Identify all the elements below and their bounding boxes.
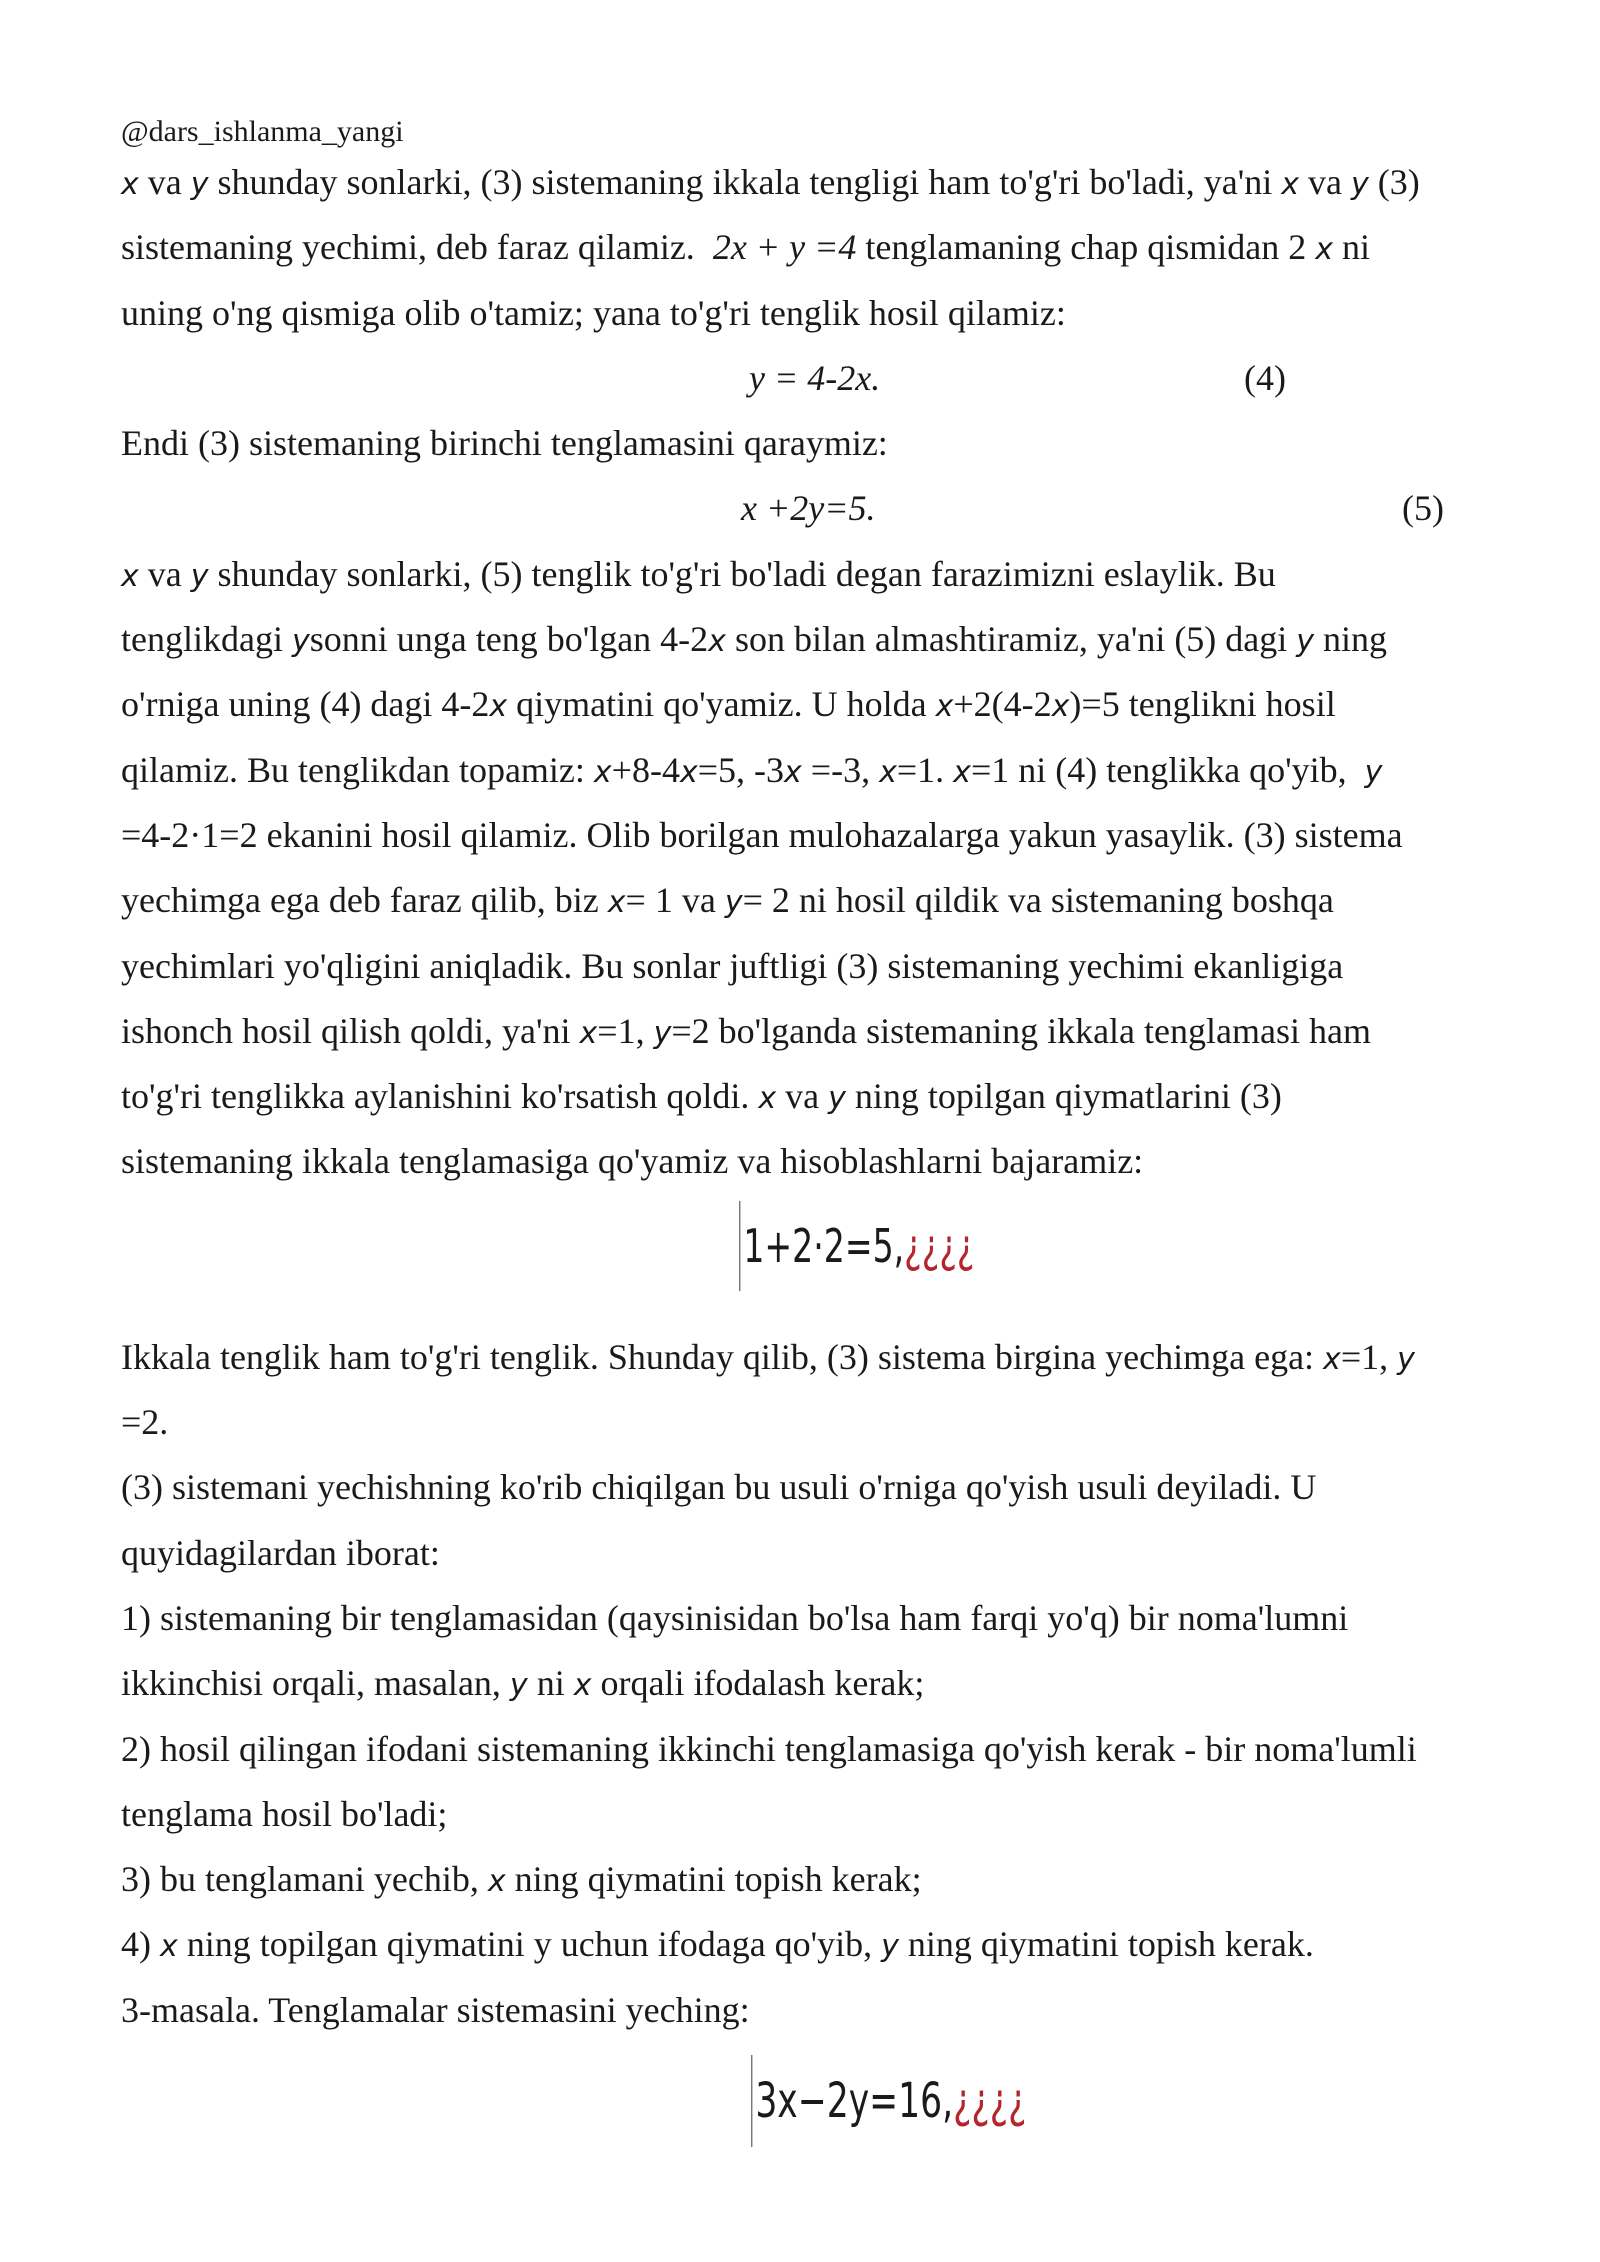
text-line: Endi (3) sistemaning birinchi tenglamasini qaraymiz: [121,423,888,464]
problem-heading: 3-masala. Tenglamalar sistemasini yeching: [121,1989,750,2030]
variable-y: y [190,167,209,202]
variable-x: x [1281,167,1300,202]
text-line: =4-2·1=2 ekanini hosil qilamiz. Olib borilgan mulohazalarga yakun yasaylik. (3) sistema [121,814,1403,855]
text-line: x va y shunday sonlarki, (5) tenglik to'g'ri bo'ladi degan farazimizni eslaylik. Bu [121,553,1276,594]
variable-x: x [121,167,139,202]
text-line: ikkinchisi orqali, masalan, y ni x orqali ifodalash kerak; [121,1663,925,1704]
text-line: yechimlari yo'qligini aniqladik. Bu sonlar juftligi (3) sistemaning yechimi ekanligiga [121,945,1344,986]
equation-image: 1+2·2=5,¿¿¿¿ [739,1201,974,1291]
equation-5 [121,476,1521,541]
list-item: 3) bu tenglamani yechib, x ning qiymatini topish kerak; [121,1859,922,1900]
text-line: =2. [121,1402,169,1443]
inline-equation: 2x + y =4 [712,227,857,268]
text-line: quyidagilardan iborat: [121,1532,440,1573]
equation-number: (4) [1244,357,1286,398]
variable-y: y [1351,167,1369,202]
text-line: sistemaning ikkala tenglamasiga qo'yamiz va hisoblashlarni bajaramiz: [121,1141,1144,1182]
variable-x: x [1315,232,1334,268]
text-line: qilamiz. Bu tenglikdan topamiz: x+8-4x=5, -3x =-3, x=1. x=1 ni (4) tenglikka qo'yib, y [121,749,1383,790]
equation-number: (5) [1402,488,1444,529]
system-equation-image-1 [121,1195,1521,1325]
text-line: (3) sistemani yechishning ko'rib chiqilgan bu usuli o'rniga qo'yish usuli deyiladi. U [121,1467,1317,1508]
equation-text: y = 4-2x. [749,357,881,398]
text-line: to'g'ri tenglikka aylanishini ko'rsatish qoldi. x va y ning topilgan qiymatlarini (3) [121,1076,1282,1117]
channel-header: @dars_ishlanma_yangi [121,115,404,148]
text-line: yechimga ega deb faraz qilib, biz x= 1 va y= 2 ni hosil qildik va sistemaning boshqa [121,880,1334,921]
text-line: Ikkala tenglik ham to'g'ri tenglik. Shunday qilib, (3) sistema birgina yechimga ega: x=1, y [121,1336,1415,1377]
list-item: 2) hosil qilingan ifodani sistemaning ikkinchi tenglamasiga qo'yish kerak - bir noma'lumli [121,1728,1417,1769]
equation-4 [121,346,1521,411]
text-line: tenglama hosil bo'ladi; [121,1793,448,1834]
text-line: ishonch hosil qilish qoldi, ya'ni x=1, y=2 bo'lganda sistemaning ikkala tenglamasi ham [121,1010,1371,1051]
text-line: o'rniga uning (4) dagi 4-2x qiymatini qo'yamiz. U holda x+2(4-2x)=5 tenglikni hosil [121,684,1336,725]
document-body [121,150,1521,2163]
text-line: x va y shunday sonlarki, (3) sistemaning ikkala tengligi ham to'g'ri bo'ladi, ya'ni x va y (3) [121,162,1420,202]
list-item: 1) sistemaning bir tenglamasidan (qaysinisidan bo'lsa ham farqi yo'q) bir noma'lumni [121,1597,1349,1638]
equation-text: x +2y=5. [741,488,876,529]
text-line: uning o'ng qismiga olib o'tamiz; yana to'g'ri tenglik hosil qilamiz: [121,292,1066,333]
text-line: tenglikdagi ysonni unga teng bo'lgan 4-2x son bilan almashtiramiz, ya'ni (5) dagi y ning [121,619,1388,660]
system-equation-image-2 [121,2043,1521,2163]
list-item: 4) x ning topilgan qiymatini y uchun ifodaga qo'yib, y ning qiymatini topish kerak. [121,1924,1314,1965]
equation-image: 3x−2y=16,¿¿¿¿ [751,2055,1026,2147]
text-line: sistemaning yechimi, deb faraz qilamiz. 2x + y =4 tenglamaning chap qismidan 2 x ni [121,227,1371,268]
